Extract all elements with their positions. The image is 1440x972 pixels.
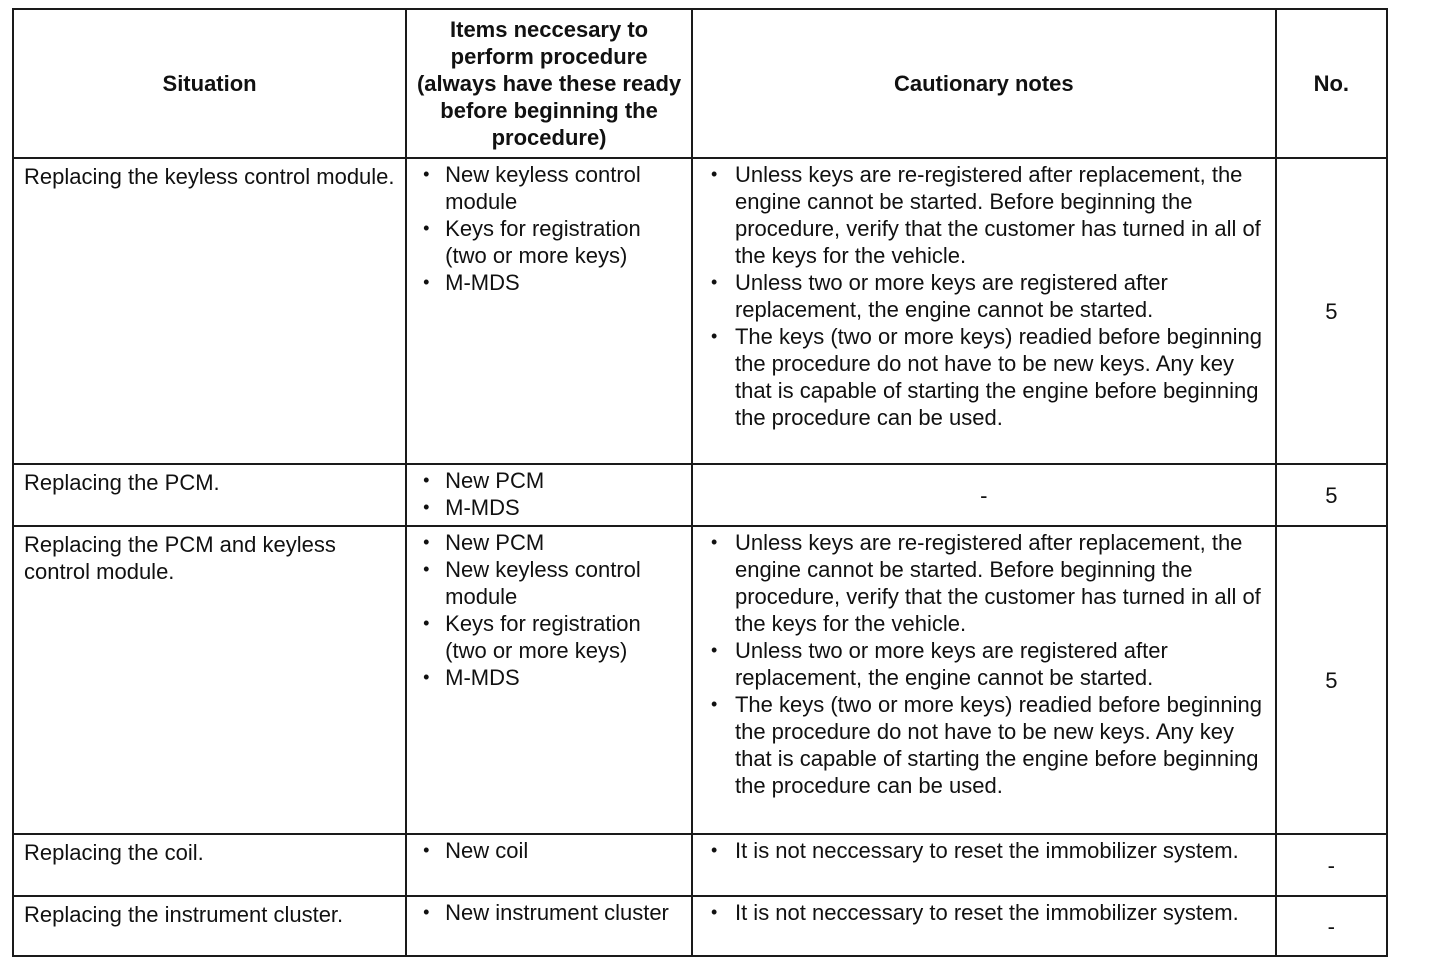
- notes-list: [699, 837, 1269, 864]
- list-item: • New coil: [413, 837, 685, 864]
- number-cell: 5: [1276, 526, 1387, 834]
- list-item: • Unless two or more keys are registered after replacement, the engine cannot be started.: [699, 637, 1269, 691]
- list-item: • New keyless control module: [413, 161, 685, 215]
- table-row: [13, 158, 1387, 464]
- immobilizer-procedure-table: [12, 8, 1388, 957]
- items-cell: [406, 834, 692, 896]
- number-cell: -: [1276, 896, 1387, 956]
- situation-cell: Replacing the PCM and keyless control module.: [13, 526, 406, 834]
- table-header-row: [13, 9, 1387, 158]
- situation-cell: Replacing the keyless control module.: [13, 158, 406, 464]
- table-row: [13, 526, 1387, 834]
- notes-cell: [692, 896, 1276, 956]
- list-item: • New instrument cluster: [413, 899, 685, 926]
- notes-cell: [692, 834, 1276, 896]
- list-item: • Unless two or more keys are registered after replacement, the engine cannot be started.: [699, 269, 1269, 323]
- number-cell: 5: [1276, 464, 1387, 526]
- items-list: [413, 467, 685, 521]
- notes-cell: [692, 158, 1276, 464]
- list-item: • Unless keys are re-registered after replacement, the engine cannot be started. Before beginning the procedure, verify that the customer has turned in all of the keys for the vehicle.: [699, 529, 1269, 637]
- items-list: [413, 161, 685, 296]
- items-cell: [406, 896, 692, 956]
- list-item: • M-MDS: [413, 494, 685, 521]
- list-item: • New PCM: [413, 529, 685, 556]
- table-row: [13, 896, 1387, 956]
- header-notes: Cautionary notes: [692, 9, 1276, 158]
- header-items: Items neccesary to perform procedure (always have these ready before beginning the procedure): [406, 9, 692, 158]
- notes-cell: -: [692, 464, 1276, 526]
- situation-cell: Replacing the PCM.: [13, 464, 406, 526]
- list-item: • It is not neccessary to reset the immobilizer system.: [699, 899, 1269, 926]
- items-list: [413, 529, 685, 691]
- list-item: • M-MDS: [413, 664, 685, 691]
- list-item: • It is not neccessary to reset the immobilizer system.: [699, 837, 1269, 864]
- list-item: • The keys (two or more keys) readied before beginning the procedure do not have to be new keys. Any key that is capable of starting the engine before beginning the procedure can be used.: [699, 323, 1269, 431]
- items-cell: [406, 158, 692, 464]
- items-list: [413, 837, 685, 864]
- notes-list: [699, 899, 1269, 926]
- notes-list: [699, 529, 1269, 799]
- list-item: • Unless keys are re-registered after replacement, the engine cannot be started. Before beginning the procedure, verify that the customer has turned in all of the keys for the vehicle.: [699, 161, 1269, 269]
- table-row: [13, 834, 1387, 896]
- table-row: [13, 464, 1387, 526]
- number-cell: 5: [1276, 158, 1387, 464]
- list-item: • The keys (two or more keys) readied before beginning the procedure do not have to be new keys. Any key that is capable of starting the engine before beginning the procedure can be used.: [699, 691, 1269, 799]
- list-item: • Keys for registration (two or more keys): [413, 215, 685, 269]
- situation-cell: Replacing the coil.: [13, 834, 406, 896]
- items-list: [413, 899, 685, 926]
- list-item: • Keys for registration (two or more keys): [413, 610, 685, 664]
- items-cell: [406, 464, 692, 526]
- list-item: • M-MDS: [413, 269, 685, 296]
- items-cell: [406, 526, 692, 834]
- header-no: No.: [1276, 9, 1387, 158]
- header-situation: Situation: [13, 9, 406, 158]
- notes-cell: [692, 526, 1276, 834]
- number-cell: -: [1276, 834, 1387, 896]
- list-item: • New keyless control module: [413, 556, 685, 610]
- situation-cell: Replacing the instrument cluster.: [13, 896, 406, 956]
- notes-list: [699, 161, 1269, 431]
- list-item: • New PCM: [413, 467, 685, 494]
